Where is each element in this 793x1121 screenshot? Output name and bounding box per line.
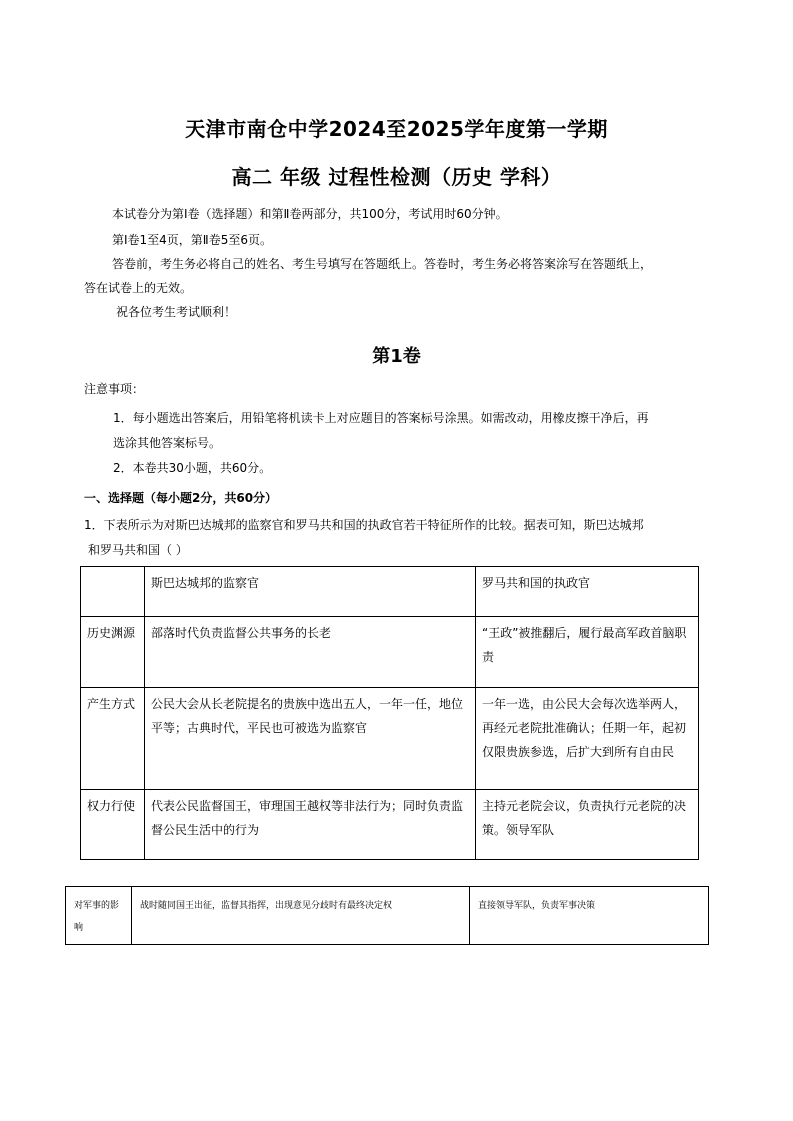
intro-line: 第Ⅰ卷1至4页，第Ⅱ卷5至6页。: [112, 233, 272, 247]
table-row: [81, 688, 699, 790]
table-cell: 产生方式: [81, 688, 145, 790]
notes-item: 选涂其他答案标号。: [113, 436, 222, 450]
section-heading: 一、选择题（每小题2分，共60分）: [84, 491, 278, 505]
table-header-cell: 斯巴达城邦的监察官: [145, 567, 476, 617]
question-text: 1．下表所示为对斯巴达城邦的监察官和罗马共和国的执政官若干特征所作的比较。据表可知，斯巴达城邦: [84, 518, 644, 532]
table-row: [66, 887, 709, 945]
table-cell: 公民大会从长老院提名的贵族中选出五人，一年一任，地位平等；古典时代，平民也可被选为监察官: [145, 688, 476, 790]
table-cell: 直接领导军队，负责军事决策: [470, 887, 709, 945]
table-row: [81, 617, 699, 688]
intro-line: 祝各位考生考试顺利！: [116, 305, 237, 319]
table-cell: 一年一选，由公民大会每次选举两人，再经元老院批准确认；任期一年，起初仅限贵族参选，后扩大到所有自由民: [476, 688, 699, 790]
notes-item: 1．每小题选出答案后，用铅笔将机读卡上对应题目的答案标号涂黑。如需改动，用橡皮擦干净后，再: [113, 411, 649, 425]
table-header-row: [81, 567, 699, 617]
table-cell: 部落时代负责监督公共事务的长老: [145, 617, 476, 688]
table-cell: 对军事的影响: [66, 887, 132, 945]
table-row: [81, 790, 699, 860]
table-cell: “王政”被推翻后，履行最高军政首脑职责: [476, 617, 699, 688]
comparison-table-continued: [65, 886, 709, 945]
comparison-table: [80, 566, 699, 860]
table-cell: 代表公民监督国王，审理国王越权等非法行为；同时负责监督公民生活中的行为: [145, 790, 476, 860]
table-cell: 权力行使: [81, 790, 145, 860]
intro-line: 答在试卷上的无效。: [84, 281, 193, 295]
notes-item: 2．本卷共30小题，共60分。: [113, 461, 272, 475]
page-title: 天津市南仓中学2024至2025学年度第一学期: [185, 117, 608, 141]
question-text: 和罗马共和国（ ）: [88, 543, 188, 557]
table-header-cell: [81, 567, 145, 617]
volume-title: 第1卷: [372, 346, 421, 367]
table-cell: 主持元老院会议，负责执行元老院的决策。领导军队: [476, 790, 699, 860]
table-cell: 历史渊源: [81, 617, 145, 688]
table-header-cell: 罗马共和国的执政官: [476, 567, 699, 617]
intro-line: 答卷前，考生务必将自己的姓名、考生号填写在答题纸上。答卷时，考生务必将答案涂写在答题纸上，: [112, 257, 653, 271]
page-subtitle: 高二 年级 过程性检测（历史 学科）: [231, 165, 562, 189]
notes-heading: 注意事项：: [84, 382, 145, 396]
table-cell: 战时随同国王出征，监督其指挥，出现意见分歧时有最终决定权: [132, 887, 470, 945]
intro-line: 本试卷分为第Ⅰ卷（选择题）和第Ⅱ卷两部分，共100分，考试用时60分钟。: [112, 207, 508, 221]
